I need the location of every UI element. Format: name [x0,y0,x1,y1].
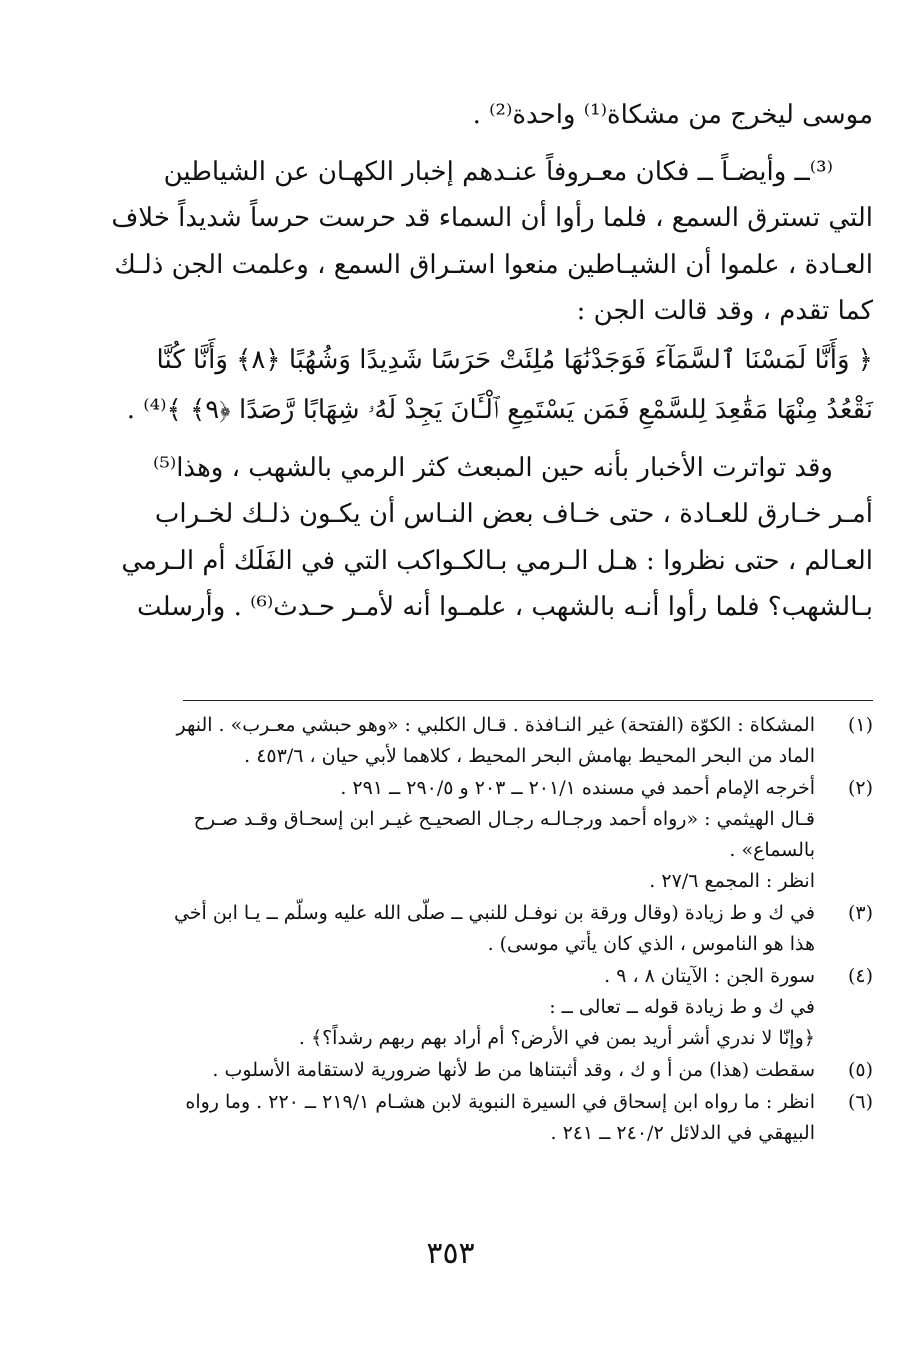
footnote-line: في ك و ط زيادة قوله ــ تعالى ــ : [549,996,815,1018]
footnote-number: (٦) [847,1091,873,1113]
footnote-4 [178,961,873,1054]
footnote-2 [178,773,873,897]
page-number: ٣٥٣ [426,1236,475,1271]
footnote-line: ﴿وإنّا لا ندري أشر أريد بمن في الأرض؟ أم أراد بهم ربهم رشداً؟﴾ . [298,1027,815,1049]
footnote-3 [173,898,873,960]
paragraph-1 [178,92,873,139]
footnote-line: سقطت (هذا) من أ و ك ، وقد أثبتناها من ط لأنها ضرورية لاستقامة الأسلوب . [212,1059,815,1081]
footnotes [173,710,873,1150]
text-line: بـالشهب؟ فلما رأوا أنـه بالشهب ، علمـوا أنه لأمـر حـدث⁽⁶⁾ . وأرسلت [137,592,873,622]
footnote-line: البيهقي في الدلائل ٢٤٠/٢ ــ ٢٤١ . [550,1122,815,1144]
footnote-line: انظر : ما رواه ابن إسحاق في السيرة النبوية لابن هشـام ٢١٩/١ ــ ٢٢٠ . وما رواه [185,1091,815,1113]
footnote-number: (١) [847,714,873,736]
paragraph-3 [121,445,873,631]
footnote-line: بالسماع» . [729,839,815,861]
footnote-6 [178,1087,873,1149]
footnote-line: قـال الهيثمي : «رواه أحمد ورجـالـه رجـال الصحيـح غيـر ابن إسحـاق وقـد صـرح [193,808,815,830]
text-line: موسى ليخرج من مشكاة⁽¹⁾ واحدة⁽²⁾ . [472,100,873,130]
footnote-5 [178,1055,873,1086]
quran-verse [126,335,873,435]
verse-line: ﴿ وَأَنَّا لَمَسْنَا ٱلسَّمَآءَ فَوَجَدْنَٰهَا مُلِئَتْ حَرَسًا شَدِيدًا وَشُهُبًا ﴿٨﴾ وَأَنَّا كُنَّا [156,344,873,375]
text-line: وقد تواترت الأخبار بأنه حين المبعث كثر الرمي بالشهب ، وهذا⁽⁵⁾ [152,452,833,483]
footnote-1 [178,710,873,772]
footnote-line: المشكاة : الكوّة (الفتحة) غير النـافذة . قـال الكلبي : «وهو حبشي معـرب» . النهر [176,714,815,736]
text-line: العـالم ، حتى نظروا : هـل الـرمي بـالكـواكب التي في الفَلَك أم الـرمي [121,545,873,576]
text-line: أمـر خـارق للعـادة ، حتى خـاف بعض النـاس أن يكـون ذلـك لخـراب [154,499,873,529]
footnote-line: انظر : المجمع ٢٧/٦ . [649,870,815,892]
footnote-line: في ك و ط زيادة (وقال ورقة بن نوفـل للنبي ــ صلّى الله عليه وسلّم ــ يـا ابن أخي [173,902,815,924]
footnote-line: هذا هو الناموس ، الذي كان يأتي موسى) . [487,933,815,955]
text-line: العـادة ، علموا أن الشيـاطين منعوا استـراق السمع ، وعلمت الجن ذلـك [114,249,873,280]
footnote-line: سورة الجن : الآيتان ٨ ، ٩ . [604,965,815,987]
verse-line: نَقْعُدُ مِنْهَا مَقَٰعِدَ لِلسَّمْعِ فَمَن يَسْتَمِعِ ٱلْـَٔانَ يَجِدْ لَهُۥ شِهَابًا رَّصَدًا ﴿٩﴾ ﴾⁽⁴⁾ . [126,394,873,425]
footnote-line: الماد من البحر المحيط بهامش البحر المحيط ، كلاهما لأبي حيان ، ٤٥٣/٦ . [244,745,815,767]
footnote-line: أخرجه الإمام أحمد في مسنده ٢٠١/١ ــ ٢٠٣ و ٢٩٠/٥ ــ ٢٩١ . [340,777,815,799]
footnote-number: (٢) [847,777,873,799]
footnote-number: (٤) [847,965,873,987]
text-line: ⁽³⁾ــ وأيضـاً ــ فكان معـروفاً عنـدهم إخبار الكهـان عن الشياطين [163,156,833,187]
footnote-number: (٥) [847,1059,873,1081]
footnote-number: (٣) [847,902,873,924]
footnote-separator [183,700,873,701]
main-text [111,92,873,631]
paragraph-2 [111,149,873,335]
text-line: كما تقدم ، وقد قالت الجن : [576,296,873,326]
text-line: التي تسترق السمع ، فلما رأوا أن السماء قد حرست حرساً شديداً خلاف [111,203,873,233]
